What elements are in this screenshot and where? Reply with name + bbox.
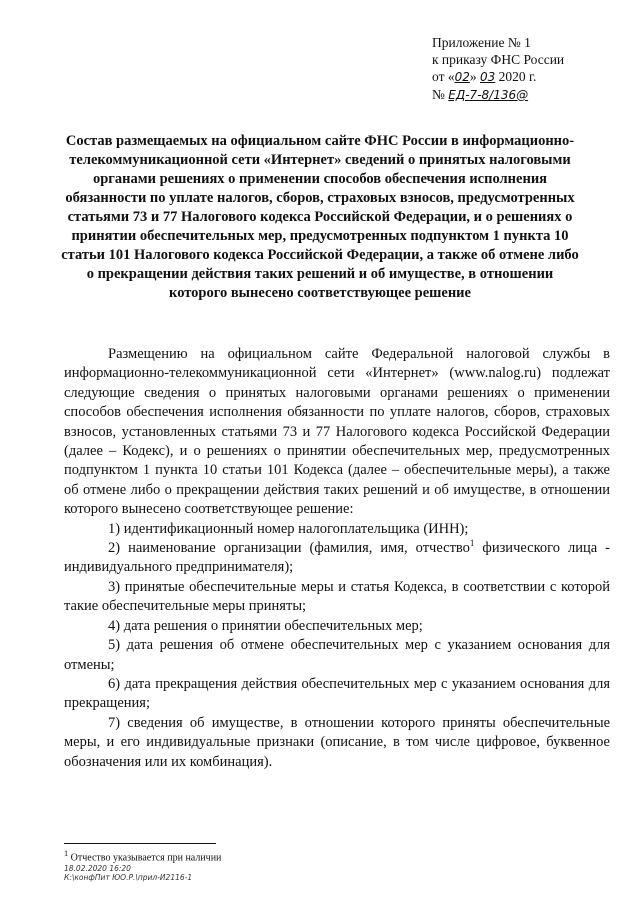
appendix-date — [432, 68, 564, 86]
file-path: К:\конфПит ЮО.Р.\прил-И2116-1 — [64, 873, 193, 883]
list-item-3: 3) принятые обеспечительные меры и статья Кодекса, в соответствии с которой такие обеспечительные меры приняты; — [64, 578, 610, 615]
footnote-ref: 1 — [469, 538, 475, 549]
date-year: 2020 г. — [495, 69, 537, 84]
appendix-number — [432, 86, 564, 104]
order-number: ЕД-7-8/136@ — [448, 88, 529, 102]
appendix-header — [432, 34, 564, 104]
appendix-order-ref: к приказу ФНС России — [432, 52, 565, 67]
list-item-2 — [64, 539, 610, 578]
document-title: Состав размещаемых на официальном сайте ФНС России в информационно-телекоммуникационной сети «Интернет» сведений о принятых налоговыми органами решениях о применении способов обеспечения исполнения обязанности по уплате налогов, сборов, страховых взносов, предусмотренных статьями 73 и 77 Налогового кодекса Российской Федерации, и о решениях о принятии обеспечительных мер, предусмотренных подпунктом 1 пункта 10 статьи 101 Налогового кодекса Российской Федерации, а также об отмене либо о прекращении действия таких решений и об имуществе, в отношении которого вынесено соответствующее решение — [61, 133, 579, 301]
item-2-text-end: физического лица - индивидуального предпринимателя); — [64, 540, 610, 576]
footnote-divider — [64, 843, 216, 844]
appendix-title: Приложение № 1 — [432, 35, 531, 50]
item-2-text: 2) наименование организации (фамилия, имя, отчество — [108, 540, 470, 557]
date-prefix: от « — [432, 69, 455, 84]
list-item-7: 7) сведения об имуществе, в отношении которого приняты обеспечительные меры, и его индивидуальные признаки (описание, в том числе цифровое, буквенное обозначения или их комбинация). — [64, 714, 610, 770]
footnote — [64, 848, 221, 882]
intro-paragraph: Размещению на официальном сайте Федеральной налоговой службы в информационно-телекоммуникационной сети «Интернет» (www.nalog.ru) подлежат следующие сведения о принятых налоговыми органами решениях о применении способов обеспечения исполнения обязанности по уплате налогов, сборов, страховых взносов, установленных статьями 73 и 77 Налогового кодекса Российской Федерации (далее – Кодекс), и о решениях о принятии обеспечительных мер, предусмотренных подпунктом 1 пункта 10 статьи 101 Кодекса (далее – обеспечительные меры), а также об отмене либо о прекращении действия таких решений и об имуществе, в отношении которого вынесено соответствующее решение: — [64, 346, 610, 518]
date-day: 02 — [454, 70, 470, 84]
list-item-5: 5) дата решения об отмене обеспечительных мер с указанием основания для отмены; — [64, 637, 610, 673]
date-month: 03 — [480, 70, 496, 84]
footnote-body: Отчество указывается при наличии — [68, 852, 222, 864]
footnote-mark: 1 — [64, 849, 69, 858]
list-item-4: 4) дата решения о принятии обеспечительных мер; — [108, 617, 423, 634]
list-item-6: 6) дата прекращения действия обеспечительных мер с указанием основания для прекращения; — [64, 675, 610, 712]
date-mid: » — [469, 69, 481, 84]
document-body — [64, 345, 610, 772]
number-prefix: № — [432, 87, 449, 102]
footnote-text — [64, 848, 221, 864]
file-timestamp: 18.02.2020 16:20 — [64, 864, 131, 874]
list-item-1: 1) идентификационный номер налогоплательщика (ИНН); — [108, 520, 469, 537]
